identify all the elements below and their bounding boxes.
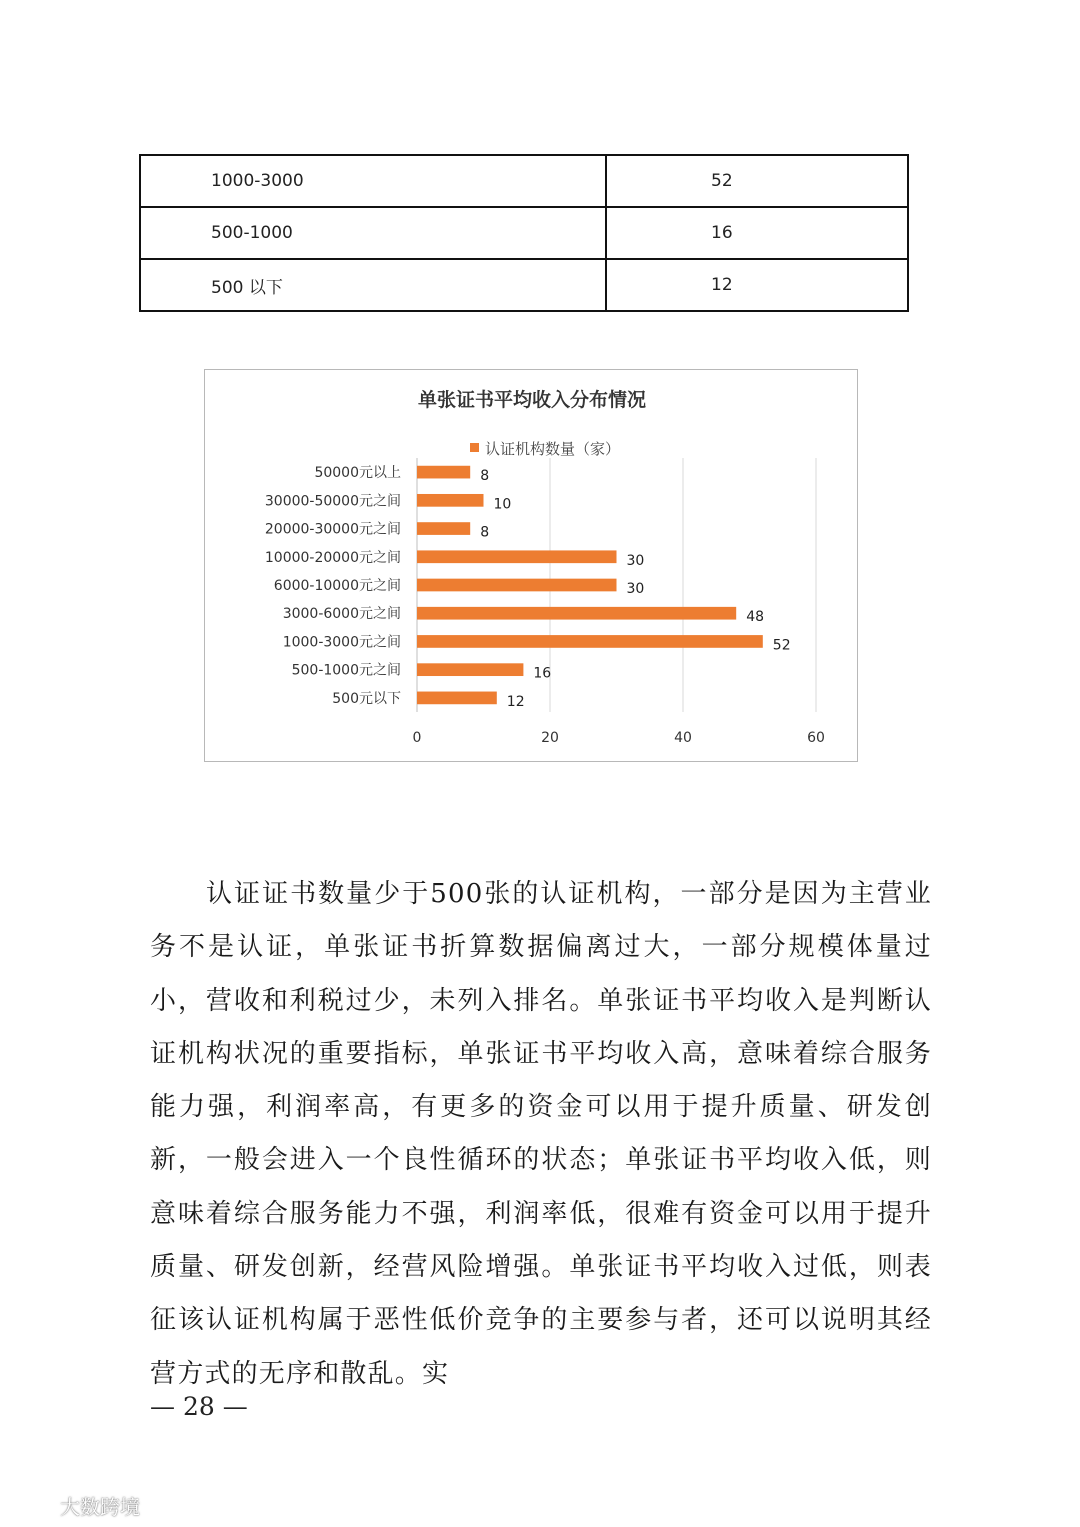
table-cell-count: 52 — [606, 155, 908, 207]
category-label: 500元以下 — [332, 690, 401, 707]
bar-chart — [204, 369, 858, 762]
chart-labels — [265, 465, 825, 746]
value-label: 30 — [626, 552, 645, 569]
value-label: 30 — [626, 581, 645, 597]
bar — [417, 579, 617, 592]
legend-swatch — [470, 443, 479, 452]
bar — [417, 692, 497, 705]
chart-canvas — [205, 370, 859, 763]
bar — [417, 550, 617, 563]
chart-title: 单张证书平均收入分布情况 — [417, 389, 647, 411]
x-tick-label: 40 — [674, 730, 692, 746]
value-label: 12 — [506, 693, 525, 710]
table-cell-count: 12 — [606, 259, 908, 311]
legend-label: 认证机构数量（家） — [485, 440, 621, 458]
table-cell-range: 500-1000 — [140, 207, 606, 259]
value-label: 8 — [480, 468, 490, 485]
watermark-text: 大数跨境 — [60, 1494, 140, 1519]
category-label: 3000-6000元之间 — [282, 606, 401, 623]
chart-bars — [417, 466, 763, 704]
category-label: 500-1000元之间 — [291, 662, 401, 679]
bar — [417, 522, 470, 535]
table-row — [140, 207, 908, 259]
data-table — [139, 154, 909, 312]
table-cell-range: 1000-3000 — [140, 155, 606, 207]
x-tick-label: 0 — [412, 730, 422, 746]
x-tick-label: 60 — [807, 730, 825, 746]
table-cell-count: 16 — [606, 207, 908, 259]
bar — [417, 635, 763, 648]
bar — [417, 494, 484, 507]
value-label: 52 — [772, 637, 791, 654]
category-label: 1000-3000元之间 — [282, 634, 401, 651]
x-tick-label: 20 — [541, 730, 559, 746]
value-label: 16 — [533, 665, 552, 682]
table-row — [140, 259, 908, 311]
category-label: 10000-20000元之间 — [264, 549, 401, 566]
body-paragraph: 认证证书数量少于500张的认证机构，一部分是因为主营业务不是认证，单张证书折算数据偏离过大，一部分规模体量过小，营收和利税过少，未列入排名。单张证书平均收入是判断认证机构状况的重要指标，单张证书平均收入高，意味着综合服务能力强，利润率高，有更多的资金可以用于提升质量、研发创新，一般会进入一个良性循环的状态；单张证书平均收入低，则意味着综合服务能力不强，利润率低，很难有资金可以用于提升质量、研发创新，经营风险增强。单张证书平均收入过低，则表征该认证机构属于恶性低价竞争的主要参与者，还可以说明其经营方式的无序和散乱。实 — [150, 879, 932, 1389]
category-label: 6000-10000元之间 — [273, 578, 401, 594]
watermark-logo-icon — [10, 1492, 54, 1518]
value-label: 10 — [493, 496, 512, 513]
bar — [417, 466, 470, 479]
value-label: 48 — [746, 609, 765, 626]
category-label: 30000-50000元之间 — [264, 493, 401, 510]
bar — [417, 663, 523, 676]
category-label: 20000-30000元之间 — [264, 521, 401, 538]
value-label: 8 — [480, 524, 490, 541]
table-cell-range: 500 以下 — [140, 259, 606, 311]
bar — [417, 607, 736, 620]
category-label: 50000元以上 — [314, 465, 401, 482]
table-row — [140, 155, 908, 207]
page-number: — 28 — — [150, 1392, 248, 1421]
watermark — [10, 1490, 140, 1520]
